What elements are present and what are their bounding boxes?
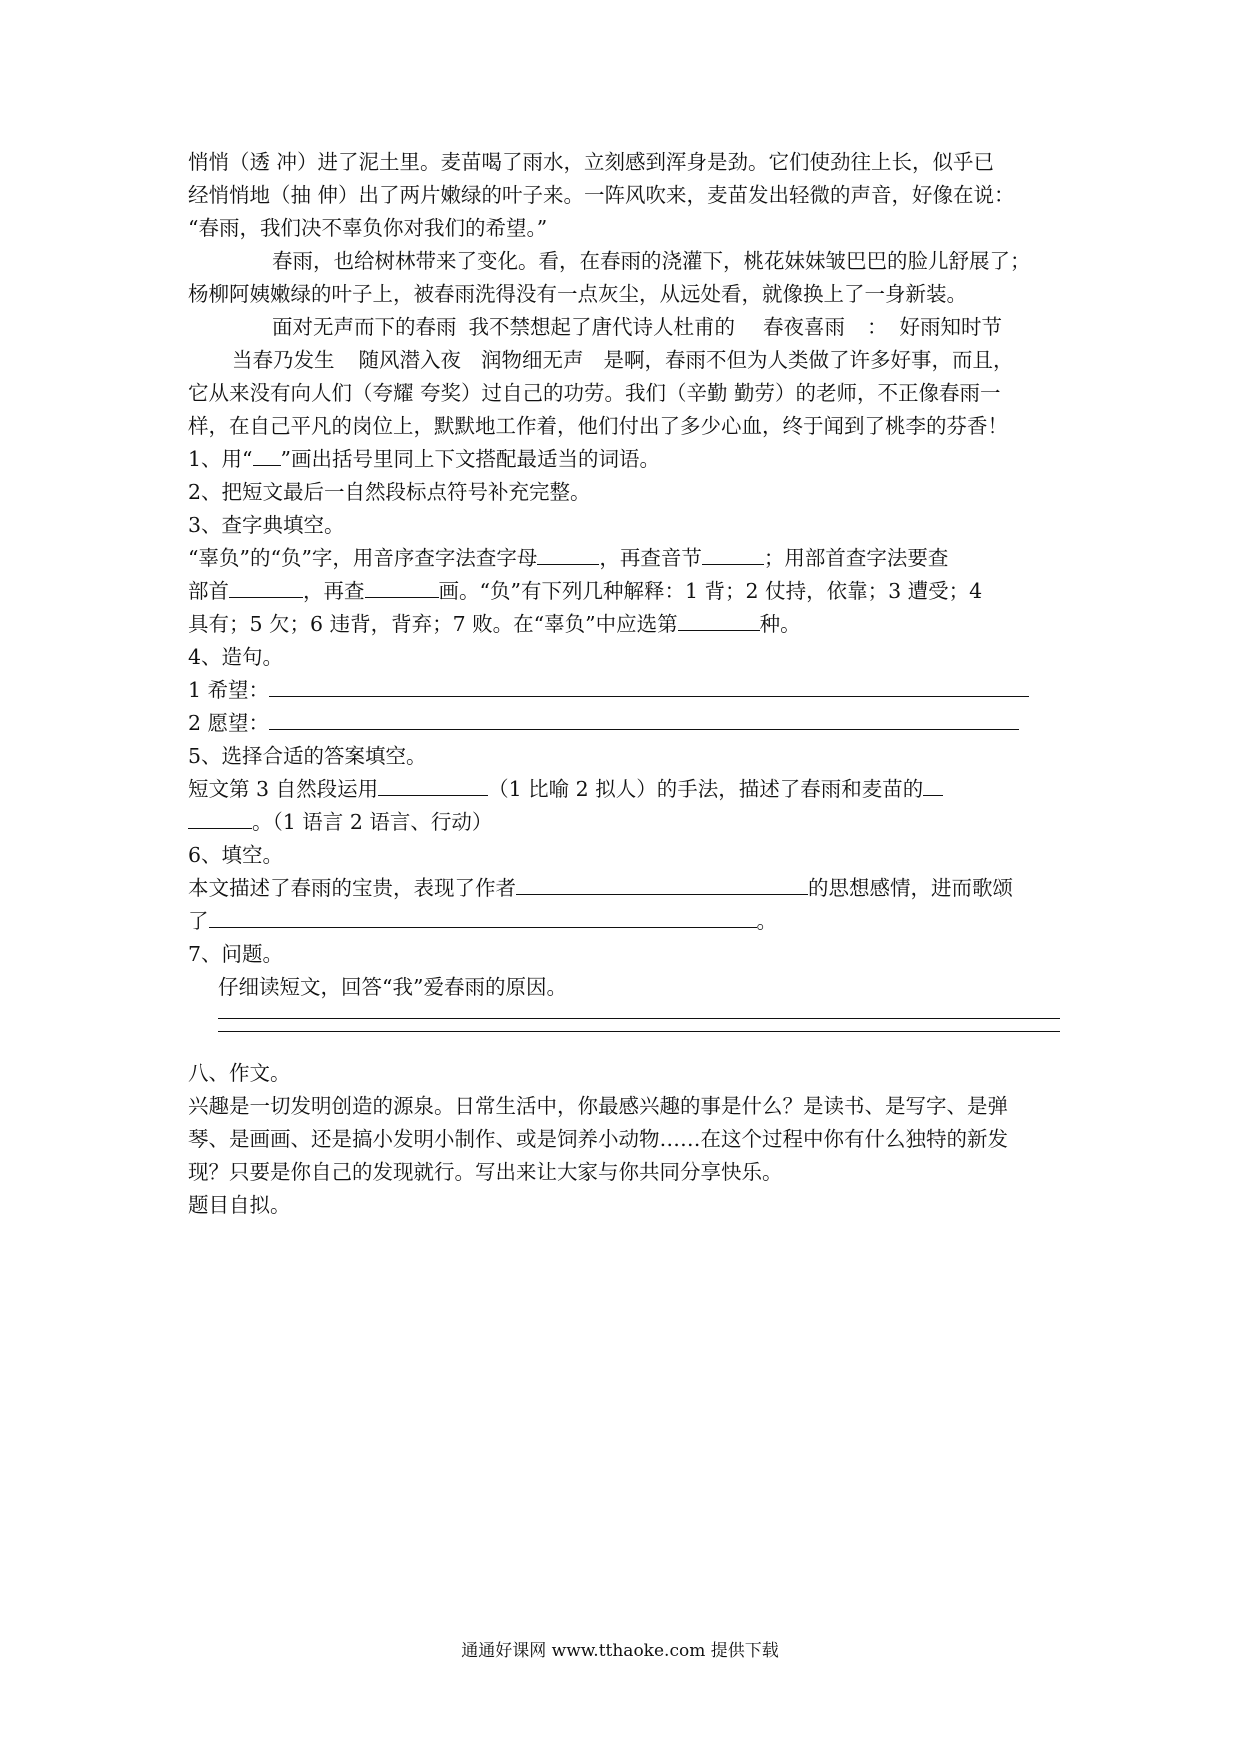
meaning-choice-blank[interactable]	[678, 608, 760, 631]
question-3: 3、查字典填空。	[188, 513, 345, 537]
answer-line-2-row	[188, 1031, 1060, 1057]
question-4-b-label: 2 愿望：	[188, 711, 270, 735]
question-3-line-1	[188, 542, 1060, 575]
feeling-blank[interactable]	[516, 872, 808, 895]
question-4: 4、造句。	[188, 645, 284, 669]
question-6: 6、填空。	[188, 843, 284, 867]
question-3-line-3	[188, 608, 1060, 641]
question-1-b: ”画出括号里同上下文搭配最适当的词语。	[280, 447, 661, 471]
passage-line-7	[188, 344, 1060, 377]
answer-line-2[interactable]	[218, 1031, 1060, 1032]
question-6-text-a: 本文描述了春雨的宝贵，表现了作者	[188, 876, 516, 900]
radical-blank[interactable]	[229, 575, 303, 598]
question-3-text-e: ，再查	[303, 579, 365, 603]
question-3-text-a: “辜负”的“负”字，用音序查字法查字母	[188, 546, 538, 570]
poem-line-3: 随风潜入夜	[358, 348, 461, 372]
question-6-text-b: 的思想感情，进而歌颂	[808, 876, 1013, 900]
passage-line-9: 样，在自己平凡的岗位上，默默地工作着，他们付出了多少心血，终于闻到了桃李的芬香！	[188, 414, 1008, 438]
poem-title: 春夜喜雨	[763, 315, 845, 339]
question-1	[188, 443, 1060, 476]
answer-line-1[interactable]	[218, 1004, 1060, 1019]
question-3-text-b: ，再查音节	[599, 546, 702, 570]
passage-line-6-a: 面对无声而下的春雨	[272, 315, 457, 339]
question-5: 5、选择合适的答案填空。	[188, 744, 427, 768]
question-6-text-d: 。	[756, 909, 777, 933]
letter-blank[interactable]	[537, 542, 599, 565]
description-blank-start[interactable]	[923, 773, 943, 796]
question-3-text-h: 种。	[759, 612, 801, 636]
question-1-a: 1、用“	[188, 447, 253, 471]
question-5-line-2	[188, 806, 1060, 839]
question-6-line-1	[188, 872, 1060, 905]
question-6-text-c: 了	[188, 909, 209, 933]
passage-line-5: 杨柳阿姨嫩绿的叶子上，被春雨洗得没有一点灰尘，从远处看，就像换上了一身新装。	[188, 282, 967, 306]
question-3-text-g: 具有；5 欠；6 违背，背弃；7 败。在“辜负”中应选第	[188, 612, 678, 636]
composition-line-2: 琴、是画画、还是搞小发明小制作、或是饲养小动物……在这个过程中你有什么独特的新发	[188, 1127, 1008, 1151]
poem-line-4: 润物细无声	[481, 348, 584, 372]
question-3-line-2	[188, 575, 1060, 608]
question-2: 2、把短文最后一自然段标点符号补充完整。	[188, 480, 591, 504]
passage-line-7-d: 是啊，春雨不但为人类做了许多好事，而且，	[603, 348, 1014, 372]
question-3-text-d: 部首	[188, 579, 229, 603]
footer-credit: 通通好课网 www.tthaoke.com 提供下载	[461, 1641, 779, 1661]
composition-line-3: 现？只要是你自己的发现就行。写出来让大家与你共同分享快乐。	[188, 1160, 783, 1184]
praise-blank[interactable]	[209, 905, 757, 928]
worksheet-page	[188, 146, 1060, 1222]
composition-line-1: 兴趣是一切发明创造的源泉。日常生活中，你最感兴趣的事是什么？是读书、是写字、是弹	[188, 1094, 1008, 1118]
question-5-text-a: 短文第 3 自然段运用	[188, 777, 379, 801]
passage-line-1: 悄悄（透 冲）进了泥土里。麦苗喝了雨水，立刻感到浑身是劲。它们使劲往上长，似乎已	[188, 150, 995, 174]
question-5-line-1	[188, 773, 1060, 806]
technique-blank[interactable]	[378, 773, 488, 796]
question-3-text-f: 画。“负”有下列几种解释：1 背；2 仗持，依靠；3 遭受；4	[438, 579, 983, 603]
passage-line-4: 春雨，也给树林带来了变化。看，在春雨的浇灌下，桃花妹妹皱巴巴的脸儿舒展了；	[272, 249, 1031, 273]
composition-line-4: 题目自拟。	[188, 1193, 291, 1217]
question-6-line-2	[188, 905, 1060, 938]
question-7-line-1: 仔细读短文，回答“我”爱春雨的原因。	[218, 975, 567, 999]
sentence-blank-1[interactable]	[269, 674, 1029, 697]
passage-line-8: 它从来没有向人们（夸耀 夸奖）过自己的功劳。我们（辛勤 勤劳）的老师，不正像春雨一	[188, 381, 1001, 405]
passage-line-6-b: 我不禁想起了唐代诗人杜甫的	[468, 315, 735, 339]
sentence-blank-2[interactable]	[269, 707, 1019, 730]
question-3-text-c: ；用部首查字法要查	[763, 546, 949, 570]
question-4-a	[188, 674, 1060, 707]
poem-line-1: 好雨知时节	[899, 315, 1002, 339]
composition-heading: 八、作文。	[188, 1061, 291, 1085]
stroke-count-blank[interactable]	[365, 575, 439, 598]
passage-line-6	[188, 311, 1060, 344]
question-4-a-label: 1 希望：	[188, 678, 270, 702]
passage-line-2: 经悄悄地（抽 伸）出了两片嫩绿的叶子来。一阵风吹来，麦苗发出轻微的声音，好像在说：	[188, 183, 1015, 207]
underline-sample	[253, 443, 281, 466]
question-7: 7、问题。	[188, 942, 284, 966]
description-blank-end[interactable]	[188, 806, 252, 829]
poem-line-2: 当春乃发生	[232, 348, 335, 372]
passage-line-6-colon: ：	[867, 315, 888, 339]
question-4-b	[188, 707, 1060, 740]
passage-line-3: “春雨，我们决不辜负你对我们的希望。”	[188, 216, 548, 240]
question-5-text-c: 。（1 语言 2 语言、行动）	[252, 810, 493, 834]
question-5-text-b: （1 比喻 2 拟人）的手法，描述了春雨和麦苗的	[488, 777, 924, 801]
syllable-blank[interactable]	[702, 542, 764, 565]
